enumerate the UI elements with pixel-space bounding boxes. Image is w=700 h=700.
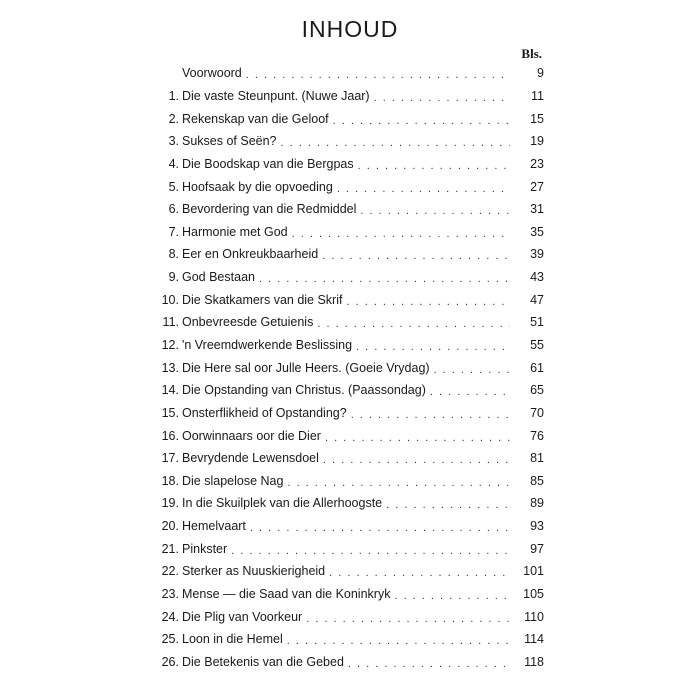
- dot-leader: [394, 590, 510, 602]
- toc-entry-number: 24.: [161, 609, 179, 624]
- toc-entry-number: 15.: [161, 405, 179, 420]
- toc-entry-number: 14.: [161, 383, 179, 398]
- toc-entry-page: 39: [510, 247, 544, 261]
- dot-leader: [346, 296, 510, 308]
- toc-entry-title: God Bestaan: [182, 270, 259, 284]
- toc-entry-page: 19: [510, 134, 544, 148]
- dot-leader: [348, 658, 510, 670]
- toc-entry-number: 20.: [161, 519, 179, 534]
- toc-entry-page: 15: [510, 112, 544, 126]
- toc-entry-title: Die Opstanding van Christus. (Paassondag): [182, 383, 430, 397]
- toc-entry: [152, 379, 544, 402]
- dot-leader: [325, 432, 510, 444]
- toc-entry-number: 25.: [161, 632, 179, 647]
- toc-entry-number: 10.: [161, 292, 179, 307]
- toc-entry-title: Rekenskap van die Geloof: [182, 112, 333, 126]
- dot-leader: [434, 364, 510, 376]
- toc-entry-number: 17.: [161, 451, 179, 466]
- toc-entry-page: 114: [510, 632, 544, 646]
- toc-entry: [152, 198, 544, 221]
- toc-entry-page: 89: [510, 496, 544, 510]
- toc-entry: [152, 470, 544, 493]
- toc-entry-number: 23.: [161, 587, 179, 602]
- toc-entry-title: 'n Vreemdwerkende Beslissing: [182, 338, 356, 352]
- toc-entry-title: In die Skuilplek van die Allerhoogste: [182, 496, 386, 510]
- dot-leader: [323, 454, 510, 466]
- toc-entry-number: 7.: [168, 224, 179, 239]
- toc-entry-page: 110: [510, 610, 544, 624]
- toc-entry-title: Die slapelose Nag: [182, 474, 287, 488]
- toc-entry-title: Onsterflikheid of Opstanding?: [182, 406, 351, 420]
- toc-entry-title: Die Here sal oor Julle Heers. (Goeie Vrydag): [182, 361, 434, 375]
- dot-leader: [337, 183, 510, 195]
- dot-leader: [250, 522, 510, 534]
- toc-entry-title: Sterker as Nuuskierigheid: [182, 564, 329, 578]
- dot-leader: [333, 115, 510, 127]
- toc-entry-page: 76: [510, 429, 544, 443]
- dot-leader: [287, 477, 510, 489]
- toc-entry: [152, 583, 544, 606]
- toc-entry-number: 4.: [168, 156, 179, 171]
- toc-entry-title: Oorwinnaars oor die Dier: [182, 429, 325, 443]
- dot-leader: [322, 250, 510, 262]
- dot-leader: [386, 499, 510, 511]
- toc-entry: [152, 311, 544, 334]
- toc-entry-foreword: [152, 62, 544, 85]
- toc-entry-title: Hoofsaak by die opvoeding: [182, 180, 337, 194]
- toc-entry-title: Bevordering van die Redmiddel: [182, 202, 360, 216]
- dot-leader: [246, 69, 510, 81]
- dot-leader: [281, 137, 510, 149]
- toc-entry: [152, 515, 544, 538]
- toc-entry: [152, 447, 544, 470]
- toc-entry-page: 9: [510, 66, 544, 80]
- toc-entry-number: 19.: [161, 496, 179, 511]
- toc-entry-title: Eer en Onkreukbaarheid: [182, 247, 322, 261]
- toc-entry-page: 27: [510, 180, 544, 194]
- dot-leader: [306, 613, 510, 625]
- toc-entry-number: 5.: [168, 179, 179, 194]
- toc-entry-title: Sukses of Seën?: [182, 134, 281, 148]
- toc-entry-title: Die Plig van Voorkeur: [182, 610, 306, 624]
- toc-entry-title: Die vaste Steunpunt. (Nuwe Jaar): [182, 89, 374, 103]
- toc-entry-page: 11: [510, 89, 544, 103]
- toc-entry: [152, 107, 544, 130]
- toc-entry-title: Onbevreesde Getuienis: [182, 315, 317, 329]
- toc-entry-title: Voorwoord: [182, 66, 246, 80]
- toc-entry-number: 12.: [161, 338, 179, 352]
- dot-leader: [360, 205, 510, 217]
- page-title: INHOUD: [301, 16, 399, 42]
- toc-entry: [152, 492, 544, 515]
- toc-entry-title: Die Skatkamers van die Skrif: [182, 293, 346, 307]
- toc-entry-number: 22.: [161, 564, 179, 579]
- toc-entry-page: 97: [510, 542, 544, 556]
- toc-entry-title: Bevrydende Lewensdoel: [182, 451, 323, 465]
- toc-entry-title: Hemelvaart: [182, 519, 250, 533]
- toc-entry: [152, 651, 544, 674]
- toc-entry-number: 9.: [168, 270, 179, 285]
- toc-entry-page: 55: [510, 338, 544, 352]
- dot-leader: [430, 386, 510, 398]
- toc-entry-page: 35: [510, 225, 544, 239]
- toc-entry-page: 43: [510, 270, 544, 284]
- toc-entry: [152, 266, 544, 289]
- toc-entry: [152, 560, 544, 583]
- toc-entry-title: Die Boodskap van die Bergpas: [182, 157, 358, 171]
- toc-entry-title: Harmonie met God: [182, 225, 292, 239]
- dot-leader: [351, 409, 510, 421]
- toc-entry: [152, 424, 544, 447]
- toc-entry: [152, 628, 544, 651]
- toc-entry-number: 26.: [161, 654, 179, 669]
- toc-entry-page: 31: [510, 202, 544, 216]
- table-of-contents: [152, 62, 544, 673]
- toc-entry: [152, 288, 544, 311]
- toc-entry-number: 8.: [168, 247, 179, 262]
- toc-entry-number: 16.: [161, 428, 179, 443]
- toc-entry-title: Pinkster: [182, 542, 231, 556]
- toc-entry-title: Die Betekenis van die Gebed: [182, 655, 348, 669]
- dot-leader: [287, 635, 510, 647]
- toc-entry-page: 65: [510, 383, 544, 397]
- toc-entry-page: 85: [510, 474, 544, 488]
- toc-entry: [152, 243, 544, 266]
- toc-entries: [152, 85, 544, 674]
- toc-entry: [152, 130, 544, 153]
- toc-entry-page: 118: [510, 655, 544, 669]
- dot-leader: [259, 273, 510, 285]
- toc-entry-title: Loon in die Hemel: [182, 632, 287, 646]
- toc-entry-number: 11.: [162, 315, 179, 330]
- toc-entry-page: 105: [510, 587, 544, 601]
- toc-entry-page: 47: [510, 293, 544, 307]
- toc-entry-page: 61: [510, 361, 544, 375]
- toc-entry-title: Mense — die Saad van die Koninkryk: [182, 587, 394, 601]
- toc-entry: [152, 537, 544, 560]
- toc-entry-number: 21.: [161, 541, 179, 556]
- toc-entry-number: 1.: [168, 88, 179, 103]
- toc-entry-page: 81: [510, 451, 544, 465]
- toc-entry-number: 2.: [168, 111, 179, 126]
- toc-entry: [152, 175, 544, 198]
- toc-entry-number: 18.: [161, 473, 179, 488]
- dot-leader: [358, 160, 510, 172]
- dot-leader: [356, 341, 510, 353]
- toc-entry-number: 6.: [168, 202, 179, 217]
- toc-entry-page: 70: [510, 406, 544, 420]
- toc-entry-number: 13.: [161, 360, 179, 375]
- toc-entry-page: 93: [510, 519, 544, 533]
- toc-entry: [152, 605, 544, 628]
- toc-entry: [152, 402, 544, 425]
- toc-entry: [152, 153, 544, 176]
- toc-entry: [152, 356, 544, 379]
- toc-entry: [152, 334, 544, 357]
- toc-entry-page: 23: [510, 157, 544, 171]
- dot-leader: [317, 318, 510, 330]
- toc-entry-page: 101: [510, 564, 544, 578]
- toc-entry-page: 51: [510, 315, 544, 329]
- page-column-label: Bls.: [521, 46, 542, 61]
- dot-leader: [374, 92, 510, 104]
- toc-entry: [152, 220, 544, 243]
- dot-leader: [292, 228, 510, 240]
- dot-leader: [231, 545, 510, 557]
- toc-entry-number: 3.: [168, 134, 179, 149]
- toc-entry: [152, 85, 544, 108]
- dot-leader: [329, 567, 510, 579]
